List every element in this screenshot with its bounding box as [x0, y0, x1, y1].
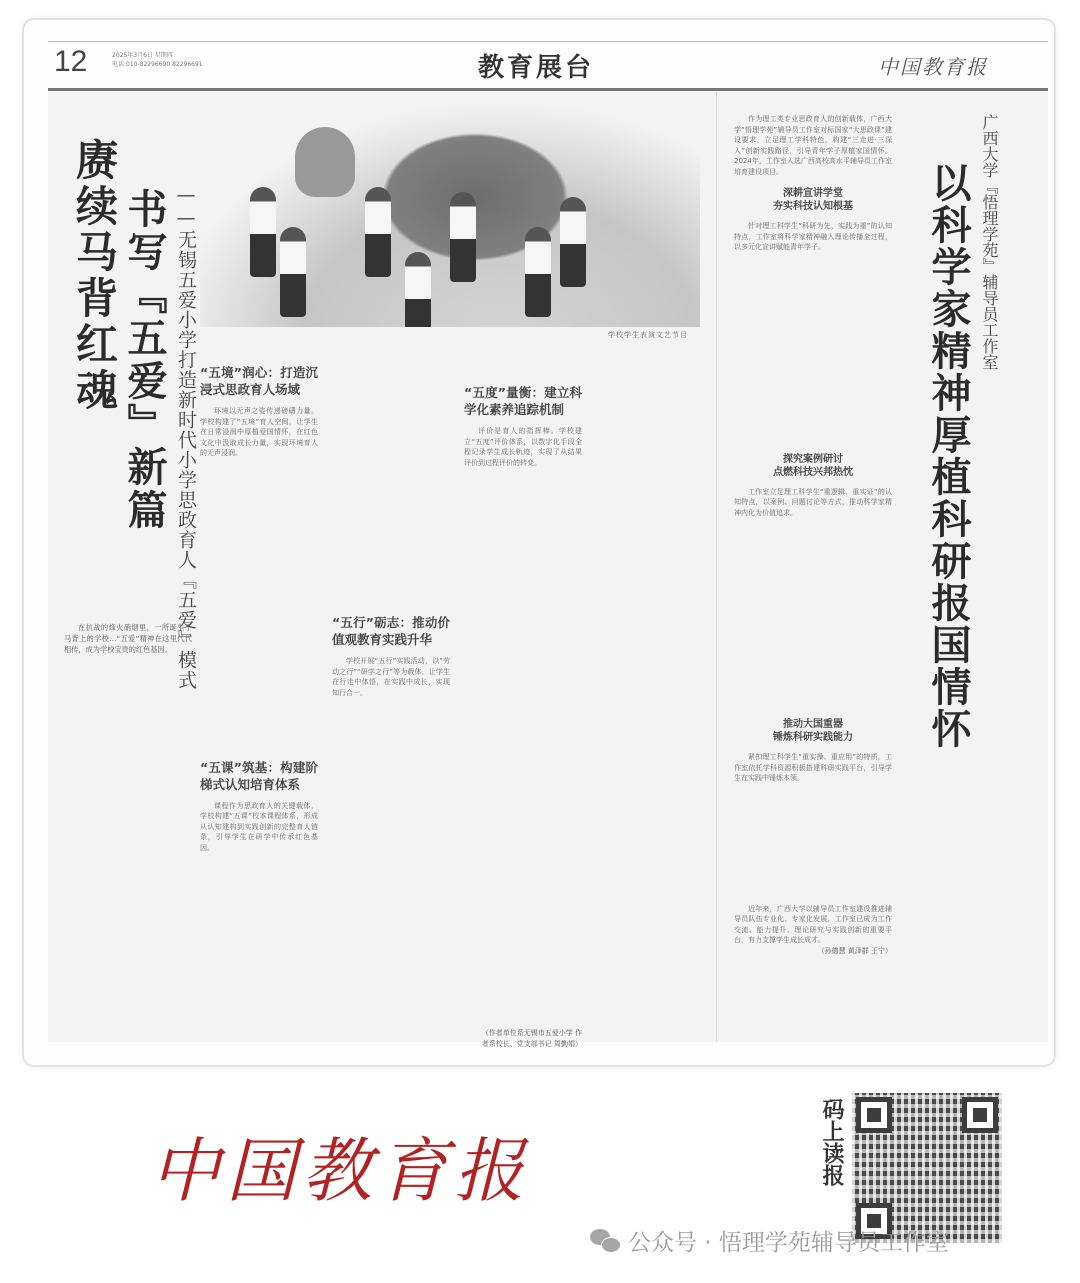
heading-line: 探究案例研讨 — [783, 453, 843, 465]
qr-label: 码上读报 — [819, 1098, 844, 1186]
heading-line: 夯实科技认知根基 — [773, 201, 853, 212]
section-heading-wuxing: “五行”砺志：推动价值观教育实践升华 — [332, 615, 450, 647]
page-number: 12 — [54, 45, 88, 78]
left-article-column-1 — [200, 354, 318, 853]
photo-caption: 学校学生表演文艺节目 — [608, 331, 688, 339]
student-figure — [365, 187, 391, 277]
section-title: 教育展台 — [478, 53, 595, 83]
section-body: 学校开展“五行”实践活动，以“劳动之行”“研学之行”等为载体，让学生在行走中体悟，在实践中成长，实现知行合一。 — [332, 657, 450, 697]
left-article-intro — [64, 622, 192, 655]
masthead-bottom-rule — [48, 88, 1048, 91]
heading-line: 深耕宣讲学堂 — [783, 188, 843, 199]
qr-finder — [962, 1097, 998, 1133]
left-article-subtitle: ——无锡五爱小学打造新时代小学思政育人『五爱』模式 — [175, 184, 197, 690]
section-body: 工作室立足理工科学生“重逻辑、重实证”的认知特点，以案例、问题讨论等方式，推动科学家精神内化为价值追求。 — [734, 487, 892, 517]
section-body: 评价是育人的指挥棒。学校建立“五度”评价体系，以数字化手段全程记录学生成长轨迹，实现了从结果评价到过程评价的转变。 — [464, 427, 582, 467]
qr-finder — [856, 1097, 892, 1133]
qr-code-icon[interactable] — [852, 1093, 1002, 1243]
right-article-headline: 以科学家精神厚植科研报国情怀 — [925, 162, 971, 750]
student-figure — [560, 197, 586, 287]
section-body: 紧扣理工科学生“重实操、重应用”的特质，工作室依托学科资源积极搭建科研实践平台，引导学生在实践中锤炼本领。 — [734, 753, 892, 782]
left-article-byline: （作者单位系无锡市五爱小学 作者系校长、党支部书记 周勤娟） — [481, 1029, 582, 1048]
date-line: 2025年3月6日 星期四 — [112, 52, 173, 59]
right-article-byline: （孙德慧 黄泽群 王宁） — [817, 946, 892, 955]
article-photo-students-performance — [200, 92, 700, 327]
right-section-heading-1 — [734, 187, 892, 213]
section-heading-wudu: “五度”量衡：建立科学化素养追踪机制 — [464, 385, 582, 417]
masthead — [48, 43, 1048, 89]
heading-line: 锤炼科研实践能力 — [773, 732, 853, 743]
left-article-column-3 — [464, 354, 582, 1049]
page-meta — [112, 51, 203, 69]
watermark-text: 公众号 · 悟理学苑辅导员工作室 — [628, 1230, 949, 1256]
section-heading-wujing: “五境”润心：打造沉浸式思政育人场域 — [200, 365, 318, 397]
section-heading-wuke: “五课”筑基：构建阶梯式认知培育体系 — [200, 759, 318, 792]
wechat-icon — [590, 1229, 620, 1253]
section-body: 课程作为思政育人的关键载体，学校构建“五课”校本课程体系，形成从认知建构到实践创新的完整育人链条，引导学生在研学中传承红色基因。 — [200, 801, 318, 852]
column-divider — [716, 92, 717, 1042]
student-figure — [525, 227, 551, 317]
right-section-heading-3 — [734, 718, 892, 744]
paper-logo-small: 中国教育报 — [878, 55, 988, 79]
student-figure — [250, 187, 276, 277]
left-article-headline-main: 赓续马背红魂 — [70, 138, 119, 414]
section-body: 针对理工科学生“科研为先，实践为重”的认知特点，工作室将科学家精神融入理论传播全过程，以多元化宣讲赋能青年学子。 — [734, 222, 892, 251]
student-figure — [405, 252, 431, 327]
right-article-body — [734, 114, 892, 956]
opera-mural-figure — [295, 127, 355, 197]
phone-line: 电话:010-82296690 82296691 — [112, 61, 203, 68]
masthead-top-rule — [48, 41, 1048, 42]
left-article-column-2 — [332, 354, 450, 698]
heading-line: 点燃科技兴邦热忱 — [773, 466, 853, 478]
heading-line: 推动大国重器 — [783, 719, 843, 730]
student-figure — [450, 192, 476, 282]
right-article-subtitle: 广西大学『悟理学苑』辅导员工作室 — [980, 114, 999, 370]
student-figure — [280, 227, 306, 317]
right-section-heading-2 — [734, 453, 892, 479]
closing-paragraph: 近年来，广西大学以辅导员工作室建设推进辅导员队伍专业化、专家化发展，工作室已成为工作交流、能力提升、理论研究与实践创新的重要平台，有力支撑学生成长成才。 — [734, 904, 892, 944]
wechat-watermark — [590, 1224, 949, 1257]
intro-paragraph: 在抗战的烽火硝烟里，一所诞生于马背上的学校…“五爱”精神在这里代代相传，成为学校宝贵的红色基因。 — [64, 623, 192, 654]
right-intro-paragraph: 作为理工类专业思政育人的创新载体，广西大学“悟理学苑”辅导员工作室对标国家“大思政课”建设要求，立足理工学科特色，构建“三走进·三深入”创新实践路径，引导青年学子厚植家国情怀。2024年，工作室入选广西高校高水平辅导员工作室培育建设项目。 — [734, 115, 892, 176]
paper-logo-large: 中国教育报 — [150, 1130, 530, 1212]
left-article-headline-secondary: 书写『五爱』新篇 — [121, 188, 167, 532]
section-body: 环境以无声之姿传递磅礴力量。学校构建了“五境”育人空间，让学生在日常浸润中厚植爱国情怀，在红色文化中汲取成长力量，实现环境育人的无声浸润。 — [200, 407, 318, 457]
page-content — [48, 92, 1048, 1048]
